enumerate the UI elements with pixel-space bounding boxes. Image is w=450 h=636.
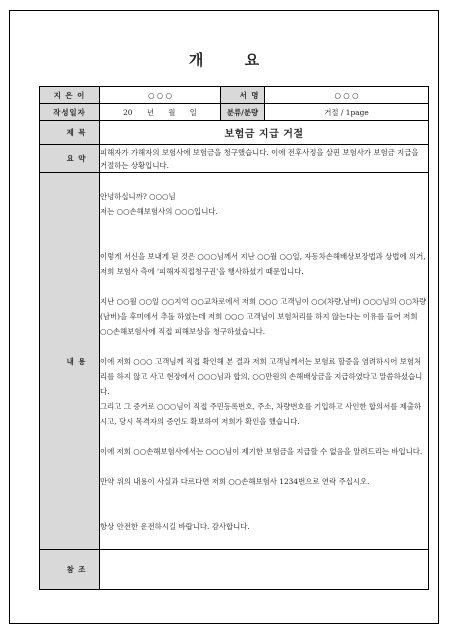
summary-row	[40, 145, 429, 173]
info-table	[39, 86, 429, 590]
subject-value: 보험금 지급 거절	[100, 121, 429, 145]
author-label: 지 은 이	[40, 87, 100, 104]
summary-label: 요 약	[40, 145, 100, 173]
reference-value	[100, 550, 429, 590]
content-paragraph-6: 만약 위의 내용이 사실과 다르다면 저희 ○○손해보험사 1234번으로 연락 주십시오.	[100, 476, 370, 486]
page-title: 개 요	[188, 51, 278, 69]
date-row	[40, 104, 429, 121]
date-value: 20 년 월 일	[100, 104, 221, 121]
closing-text: 항상 안전한 운전하시길 바랍니다. 감사합니다.	[100, 521, 250, 531]
author-value: ○ ○ ○	[100, 87, 221, 104]
greeting-text: 안녕하십니까? ○○○님	[100, 191, 176, 201]
document-frame	[9, 10, 439, 624]
intro-text: 저는 ○○손해보험사의 ○○○입니다.	[100, 206, 218, 216]
reference-label: 참 조	[40, 550, 100, 590]
content-paragraph-5: 이에 저희 ○○손해보험사에서는 ○○○님이 제기한 보험금을 지급할 수 없음을 알려드리는 바입니다.	[100, 446, 423, 456]
category-value: 거절 / 1page	[265, 104, 429, 121]
author-row	[40, 87, 429, 104]
content-paragraph-1: 이렇게 서신을 보내게 된 것은 ○○○님께서 지난 ○○월 ○○일, 자동차손해배상보장법과 상법에 의거, 저희 보험사 측에 '피해자직접청구권'을 행사하셨기 때문입니다.	[100, 251, 426, 276]
content-paragraph-3: 이에 저희 ○○○ 고객님께 직접 확인해 본 결과 저희 고객님께서는 보험료 할증을 염려하시어 보험처리를 하지 않고 사고 현장에서 ○○○님과 합의, ○○만원의 손해배상금을 지급하였다고 말씀하셨습니다.	[100, 356, 423, 396]
content-paragraph-4: 그리고 그 증거로 ○○○님이 직접 주민등록번호, 주소, 차량번호를 기입하고 사인한 합의서를 제출하시고, 당시 목격자의 증언도 확보하여 저희가 확인을 했습니다.	[100, 401, 422, 426]
category-label: 분류/분량	[221, 104, 265, 121]
summary-value: 피해자가 가해자의 보험사에 보험금을 청구했습니다. 이에 전후사정을 살핀 보험사가 보험금 지급을 거절하는 상황입니다.	[100, 145, 429, 173]
signature-value: ○ ○ ○	[265, 87, 429, 104]
reference-row	[40, 550, 429, 590]
content-paragraph-2: 지난 ○○월 ○○일 ○○지역 ○○교차로에서 저희 ○○○ 고객님이 ○○(차량,남버) ○○○님의 ○○차량(남버)을 후미에서 추돌 하였는데 저희 ○○○ 고객님이 보험처리를 하지 않는다는 이유를 들어 저희 ○○손해보험사에 직접 피해보상을 청구하셨습니다.	[100, 296, 427, 336]
subject-label: 제 목	[40, 121, 100, 145]
content-row	[40, 173, 429, 550]
date-label: 작성일자	[40, 104, 100, 121]
subject-row	[40, 121, 429, 145]
signature-label: 서 명	[221, 87, 265, 104]
content-body	[100, 173, 429, 550]
content-label: 내 용	[40, 173, 100, 550]
